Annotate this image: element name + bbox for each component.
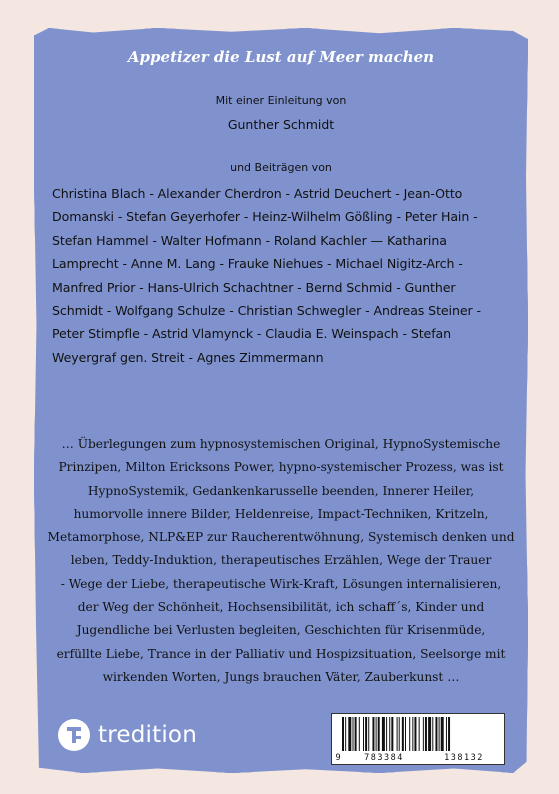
intro-label: Mit einer Einleitung von	[215, 94, 347, 107]
barcode-bar	[372, 717, 374, 751]
barcode-bar	[402, 717, 404, 751]
barcode-bar	[368, 717, 369, 751]
contributors-line: Weyergraf gen. Streit - Agnes Zimmermann	[52, 349, 324, 365]
barcode-bar	[342, 717, 344, 751]
barcode-bar	[432, 717, 433, 751]
barcode-bar	[412, 717, 413, 751]
topics-line: leben, Teddy-Induktion, therapeutisches Erzählen, Wege der Trauer	[70, 553, 492, 568]
barcode-bar	[389, 717, 390, 751]
barcode-lead-digit: 9	[335, 753, 341, 763]
barcode-bar	[386, 717, 387, 751]
barcode-bar	[448, 717, 450, 751]
barcode-bar	[378, 717, 380, 751]
barcode-bar	[409, 717, 410, 751]
barcode-bar	[363, 717, 364, 751]
publisher-name: tredition	[98, 722, 197, 748]
barcode-bar	[376, 717, 377, 751]
barcode-bar	[435, 717, 437, 751]
barcode-digits	[332, 753, 504, 763]
topics-line: HypnoSystemik, Gedankenkarusselle beenden, Innerer Heiler,	[87, 483, 475, 498]
topics-line: … Überlegungen zum hypnosystemischen Original, HypnoSystemische	[61, 437, 501, 451]
topics-line: Prinzipen, Milton Ericksons Power, hypno-systemischer Prozess, was ist	[58, 460, 504, 475]
barcode-group-1: 783384	[364, 753, 404, 763]
barcode-bar	[405, 717, 406, 751]
contributors-line: Manfred Prior - Hans-Ulrich Schachtner - Bernd Schmid - Gunther	[52, 279, 456, 295]
barcode-bar	[428, 717, 431, 751]
barcode-bar	[419, 717, 420, 751]
barcode-bar	[423, 717, 424, 751]
contributors-list	[52, 182, 510, 369]
barcode-bar	[397, 717, 398, 751]
topics-line: - Wege der Liebe, therapeutische Wirk-Kraft, Lösungen internalisieren,	[60, 576, 502, 591]
contributors-line: Lamprecht - Anne M. Lang - Frauke Niehues - Michael Nigitz-Arch -	[52, 256, 463, 272]
barcode-bar	[355, 717, 357, 751]
contributors-line: Christina Blach - Alexander Cherdron - Astrid Deuchert - Jean-Otto	[52, 186, 463, 201]
barcode-bar	[345, 717, 346, 751]
barcode-group-2: 138132	[444, 753, 484, 763]
barcode-bar	[391, 717, 393, 751]
intro-author: Gunther Schmidt	[227, 117, 335, 132]
contributors-label: und Beiträgen von	[230, 161, 332, 174]
topics-line: humorvolle innere Bilder, Heldenreise, Impact-Techniken, Kritzeln,	[73, 506, 489, 521]
barcode-bar	[441, 717, 444, 751]
topics-line: wirkenden Worten, Jungs brauchen Väter, Zauberkunst …	[102, 669, 460, 684]
isbn-barcode	[331, 713, 505, 765]
topics-blurb	[46, 433, 516, 689]
barcode-bar	[365, 717, 367, 751]
contributors-line: Stefan Hammel - Walter Hofmann - Roland Kachler — Katharina	[52, 232, 447, 248]
contributors-line: Domanski - Stefan Geyerhofer - Heinz-Wilhelm Gößling - Peter Hain -	[52, 209, 478, 225]
topics-line: erfüllte Liebe, Trance in der Palliativ und Hospizsituation, Seelsorge mit	[56, 646, 506, 661]
book-title: Appetizer die Lust auf Meer machen	[127, 48, 435, 66]
barcode-bar	[399, 717, 400, 751]
publisher-logo	[58, 718, 197, 752]
barcode-bar	[425, 717, 427, 751]
topics-line: Metamorphose, NLP&EP zur Raucherentwöhnung, Systemisch denken und	[47, 530, 515, 545]
barcode-bar	[446, 717, 447, 751]
barcode-bars	[336, 717, 500, 751]
barcode-bar	[359, 717, 360, 751]
topics-line: der Weg der Schönheit, Hochsensibilität, ich schaff´s, Kinder und	[77, 600, 485, 615]
contributors-line: Schmidt - Wolfgang Schulze - Christian Schwegler - Andreas Steiner -	[52, 303, 481, 319]
barcode-bar	[382, 717, 385, 751]
tredition-logo-icon	[58, 719, 90, 751]
contributors-line: Peter Stimpfle - Astrid Vlamynck - Claudia E. Weinspach - Stefan	[52, 326, 452, 342]
barcode-bar	[353, 717, 354, 751]
barcode-bar	[439, 717, 440, 751]
barcode-bar	[414, 717, 416, 751]
topics-line: Jugendliche bei Verlusten begleiten, Geschichten für Krisenmüde,	[76, 623, 486, 638]
barcode-bar	[348, 717, 351, 751]
